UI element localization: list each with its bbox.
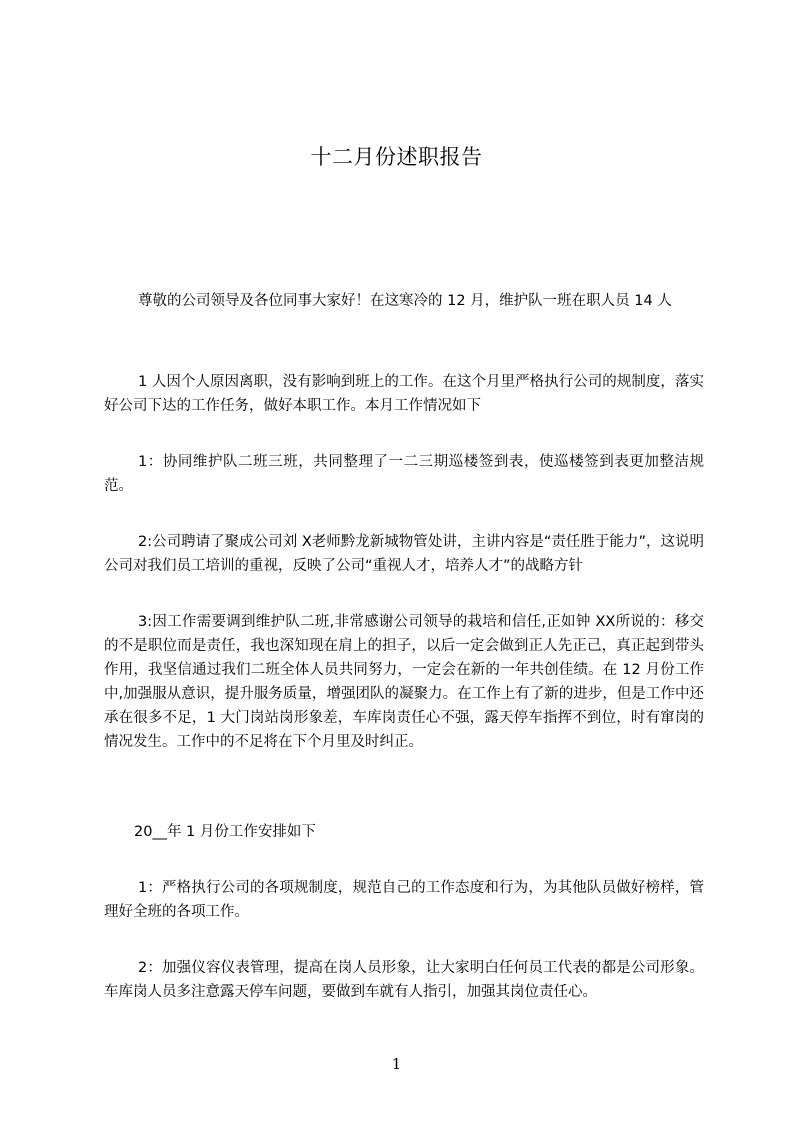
paragraph-staff-status: 1 人因个人原因离职，没有影响到班上的工作。在这个月里严格执行公司的规制度，落实好公司下达的工作任务，做好本职工作。本月工作情况如下 bbox=[104, 374, 704, 414]
paragraph-item-1: 1：协同维护队二班三班，共同整理了一二三期巡楼签到表，使巡楼签到表更加整洁规范。 bbox=[104, 454, 704, 494]
paragraph-plan-item-2: 2：加强仪容仪表管理，提高在岗人员形象，让大家明白任何员工代表的都是公司形象。车库岗人员多注意露天停车问题，要做到车就有人指引，加强其岗位责任心。 bbox=[104, 960, 704, 1000]
document-title: 十二月份述职报告 bbox=[310, 145, 483, 169]
paragraph-plan-item-1: 1：严格执行公司的各项规制度，规范自己的工作态度和行为，为其他队员做好榜样，管理好全班的各项工作。 bbox=[104, 880, 704, 920]
paragraph-item-2: 2:公司聘请了聚成公司刘 X老师黔龙新城物管处讲，主讲内容是“责任胜于能力”，这说明公司对我们员工培训的重视，反映了公司“重视人才，培养人才”的战略方针 bbox=[104, 534, 704, 574]
paragraph-item-3: 3:因工作需要调到维护队二班,非常感谢公司领导的栽培和信任,正如钟 XX所说的：移交的不是职位而是责任，我也深知现在肩上的担子，以后一定会做到正人先正己，真正起到带头作用，我坚信通过我们二班全体人员共同努力，一定会在新的一年共创佳绩。在 12 月份工作中,加强服从意识，提升服务质量，增强团队的凝聚力。在工作上有了新的进步，但是工作中还承在很多不足，1 大门岗站岗形象差，车库岗责任心不强，露天停车指挥不到位，时有窜岗的情况发生。工作中的不足将在下个月里及时纠正。 bbox=[104, 614, 704, 750]
paragraph-greeting: 尊敬的公司领导及各位同事大家好！在这寒冷的 12 月，维护队一班在职人员 14 人 bbox=[138, 293, 672, 309]
page-number: 1 bbox=[391, 1055, 402, 1073]
paragraph-january-plan-heading: 20__年 1 月份工作安排如下 bbox=[134, 824, 316, 840]
